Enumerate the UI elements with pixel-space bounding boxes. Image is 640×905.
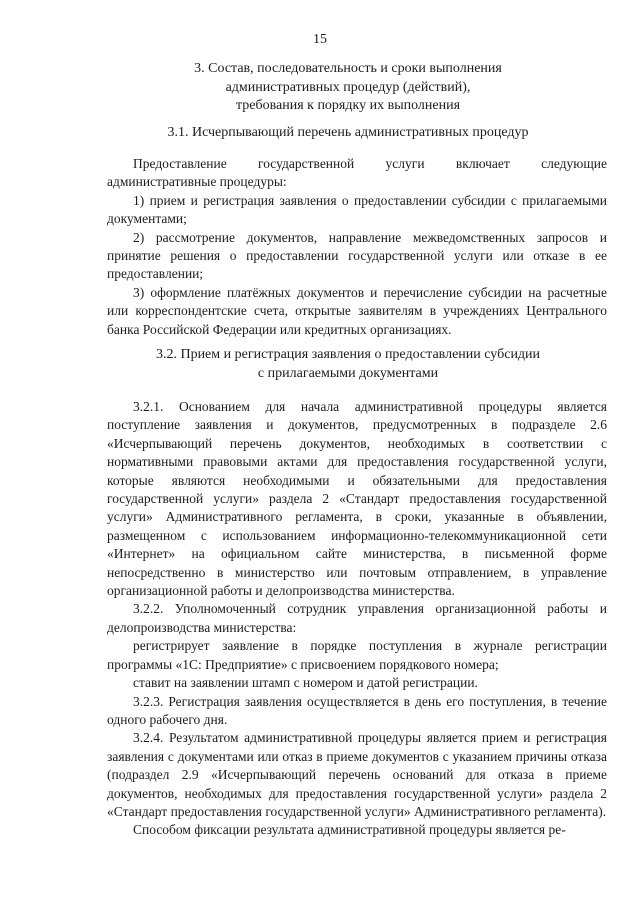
list-item: 2) рассмотрение документов, направление межведомственных запросов и принятие решения о предоставлении государственной услуги или отказе в ее предоставлении;: [107, 229, 607, 282]
section-3-2-heading: [110, 346, 586, 383]
paragraph: Предоставление государственной услуги включает следующие административные процедуры:: [107, 156, 607, 190]
paragraph: 3.2.2. Уполномоченный сотрудник управления организационной работы и делопроизводства министерства:: [107, 601, 607, 635]
paragraph: Способом фиксации результата административной процедуры является ре-: [133, 822, 566, 838]
paragraph: 3.2.4. Результатом административной процедуры является прием и регистрация заявления с документами или отказ в приеме документов с указанием причины отказа (подраздел 2.9 «Исчерпывающий перечень оснований для отказа в приеме документов, необходимых для предоставления государственной услуги» раздела 2 «Стандарт предоставления государственной услуги» Административного регламента).: [107, 730, 607, 819]
section-3-2-body: [107, 398, 607, 840]
section-3-heading: [110, 60, 586, 116]
paragraph: регистрирует заявление в порядке поступления в журнале регистрации программы «1С: Предприятие» с присвоением порядкового номера;: [107, 638, 607, 672]
heading-line: 3. Состав, последовательность и сроки выполнения: [194, 61, 502, 76]
paragraph: 3.2.1. Основанием для начала административной процедуры является поступление заявления и документов, предусмотренных в подразделе 2.6 «Исчерпывающий перечень документов, необходимых в соответствии с нормативными правовыми актами для предоставления государственной услуги, которые являются необходимыми и обязательными для предоставления государственной услуги» раздела 2 «Стандарт предоставления государственной услуги» Административного регламента, в сроки, указанные в объявлении, размещенном с использованием информационно-телекоммуникационной сети «Интернет» на официальном сайте министерства, в письменной форме непосредственно в министерство или почтовым отправлением, в управление организационной работы и делопроизводства министерства.: [107, 399, 607, 599]
heading-line: с прилагаемыми документами: [257, 365, 439, 381]
heading-line: 3.2. Прием и регистрация заявления о предоставлении субсидии: [155, 347, 541, 362]
paragraph: 3.2.3. Регистрация заявления осуществляется в день его поступления, в течение одного рабочего дня.: [107, 693, 607, 727]
list-item: 3) оформление платёжных документов и перечисление субсидии на расчетные или корреспондентские счета, открытые заявителям в учреждениях Центрального банка Российской Федерации или кредитных организациях.: [107, 284, 607, 337]
paragraph: ставит на заявлении штамп с номером и датой регистрации.: [133, 675, 478, 691]
section-3-1-heading: [110, 124, 586, 143]
page-number: 15: [313, 32, 327, 47]
list-item: 1) прием и регистрация заявления о предоставлении субсидии с прилагаемыми документами;: [107, 192, 607, 227]
section-3-1-body: [107, 155, 607, 339]
heading-line: административных процедур (действий),: [225, 79, 471, 95]
heading-line: требования к порядку их выполнения: [235, 98, 461, 113]
heading-line: 3.1. Исчерпывающий перечень административных процедур: [167, 125, 529, 140]
